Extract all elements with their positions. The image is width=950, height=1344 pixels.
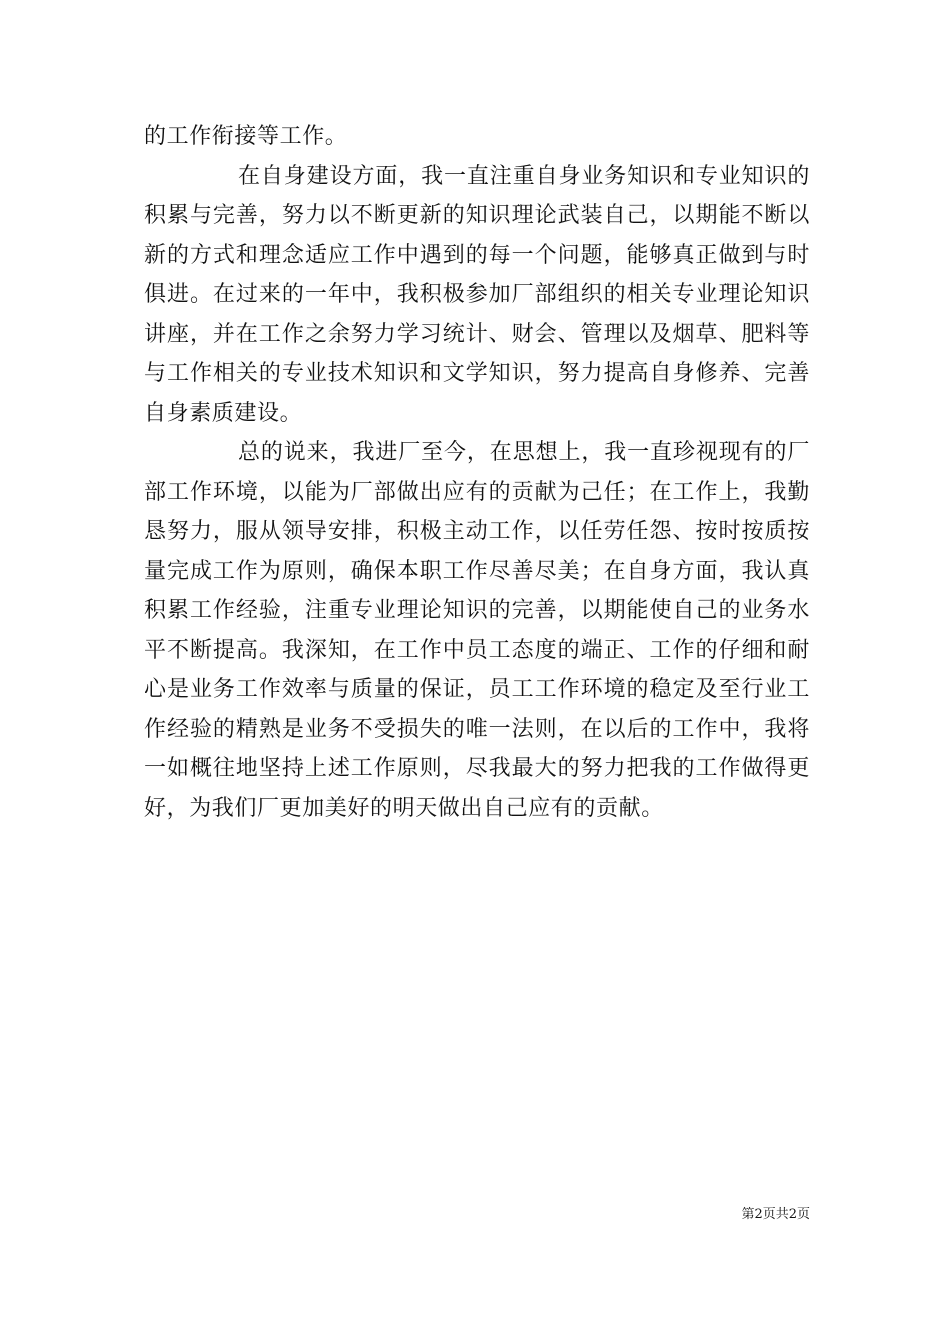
paragraph-summary: 总的说来，我进厂至今，在思想上，我一直珍视现有的厂部工作环境，以能为厂部做出应有的贡献为己任；在工作上，我勤恳努力，服从领导安排，积极主动工作，以任劳任怨、按时按质按量完成工作为原则，确保本职工作尽善尽美；在自身方面，我认真积累工作经验，注重专业理论知识的完善，以期能使自己的业务水平不断提高。我深知，在工作中员工态度的端正、工作的仔细和耐心是业务工作效率与质量的保证，员工工作环境的稳定及至行业工作经验的精熟是业务不受损失的唯一法则，在以后的工作中，我将一如概往地坚持上述工作原则，尽我最大的努力把我的工作做得更好，为我们厂更加美好的明天做出自己应有的贡献。 <box>144 440 810 821</box>
paragraph-self-development: 在自身建设方面，我一直注重自身业务知识和专业知识的积累与完善，努力以不断更新的知识理论武装自己，以期能不断以新的方式和理念适应工作中遇到的每一个问题，能够真正做到与时俱进。在过来的一年中，我积极参加厂部组织的相关专业理论知识讲座，并在工作之余努力学习统计、财会、管理以及烟草、肥料等与工作相关的专业技术知识和文学知识，努力提高自身修养、完善自身素质建设。 <box>144 163 810 426</box>
page-number-footer: 第2页共2页 <box>741 1207 810 1222</box>
document-body <box>144 117 810 828</box>
paragraph-continuation: 的工作衔接等工作。 <box>144 124 348 149</box>
